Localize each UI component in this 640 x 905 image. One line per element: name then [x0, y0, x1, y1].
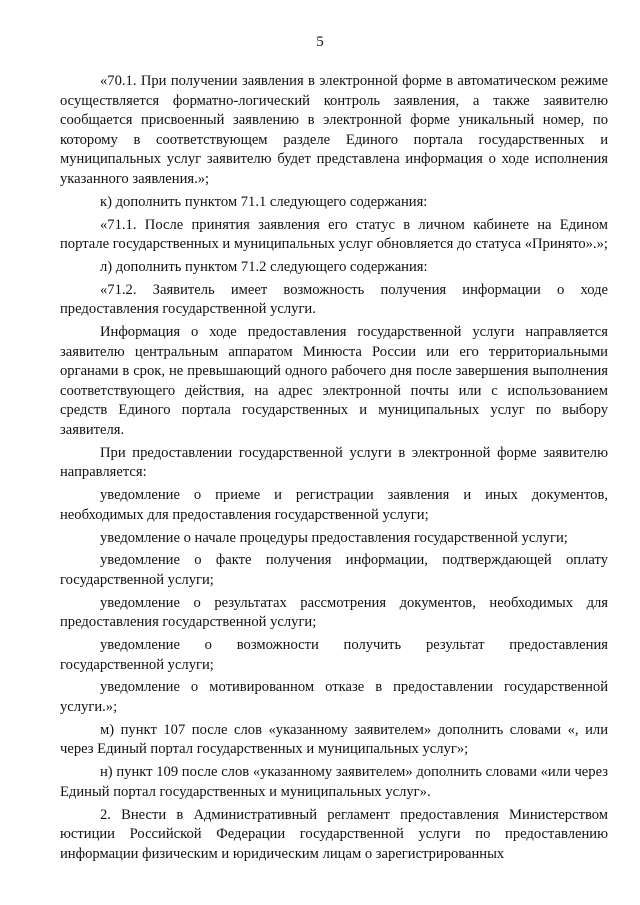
- paragraph-notice-refusal: уведомление о мотивированном отказе в предоставлении государственной услуги.»;: [60, 679, 608, 716]
- paragraph-electronic-notifications: При предоставлении государственной услуги в электронной форме заявителю направляется:: [60, 444, 608, 481]
- paragraph-notice-obtain: уведомление о возможности получить результат предоставления государственной услуги;: [60, 637, 608, 673]
- paragraph-notice-payment: уведомление о факте получения информации, подтверждающей оплату государственной услуги;: [60, 552, 608, 588]
- paragraph-n: н) пункт 109 после слов «указанному заявителем» дополнить словами «или через Единый портал государственных и муниципальных услуг».: [60, 764, 608, 800]
- paragraph-k: к) дополнить пунктом 71.1 следующего содержания:: [100, 193, 428, 210]
- paragraph-notice-receipt: уведомление о приеме и регистрации заявления и иных документов, необходимых для предоставления государственной услуги;: [60, 487, 608, 523]
- paragraph-71-1: «71.1. После принятия заявления его статус в личном кабинете на Едином портале государственных и муниципальных услуг обновляется до статуса «Принято».»;: [60, 216, 608, 253]
- paragraph-71-2: «71.2. Заявитель имеет возможность получения информации о ходе предоставления государственной услуги.: [60, 281, 608, 318]
- paragraph-m: м) пункт 107 после слов «указанному заявителем» дополнить словами «, или через Единый портал государственных и муниципальных услуг»;: [60, 721, 608, 758]
- paragraph-2: 2. Внести в Административный регламент предоставления Министерством юстиции Российской Федерации государственной услуги по предоставлению информации физическим и юридическим лицам о зарегистрированных: [60, 806, 608, 862]
- paragraph-notice-start: уведомление о начале процедуры предоставления государственной услуги;: [100, 529, 568, 546]
- paragraph-info-direction: Информация о ходе предоставления государственной услуги направляется заявителю центральным аппаратом Минюста России или его территориальными органами в срок, не превышающий одного рабочего дня после завершения выполнения соответствующего действия, на адрес электронной почты или с использованием средств Единого портала государственных и муниципальных услуг по выбору заявителя.: [60, 324, 608, 439]
- document-body: [60, 72, 608, 868]
- paragraph-70-1: «70.1. При получении заявления в электронной форме в автоматическом режиме осуществляется форматно-логический контроль заявления, а также заявителю сообщается присвоенный заявлению в электронной форме уникальный номер, по которому в соответствующем разделе Единого портала государственных и муниципальных услуг заявителю будет представлена информация о ходе исполнения указанного заявления.»;: [60, 73, 608, 187]
- paragraph-l: л) дополнить пунктом 71.2 следующего содержания:: [100, 258, 428, 275]
- page-number: 5: [316, 34, 324, 50]
- paragraph-notice-results: уведомление о результатах рассмотрения документов, необходимых для предоставления государственной услуги;: [60, 594, 608, 631]
